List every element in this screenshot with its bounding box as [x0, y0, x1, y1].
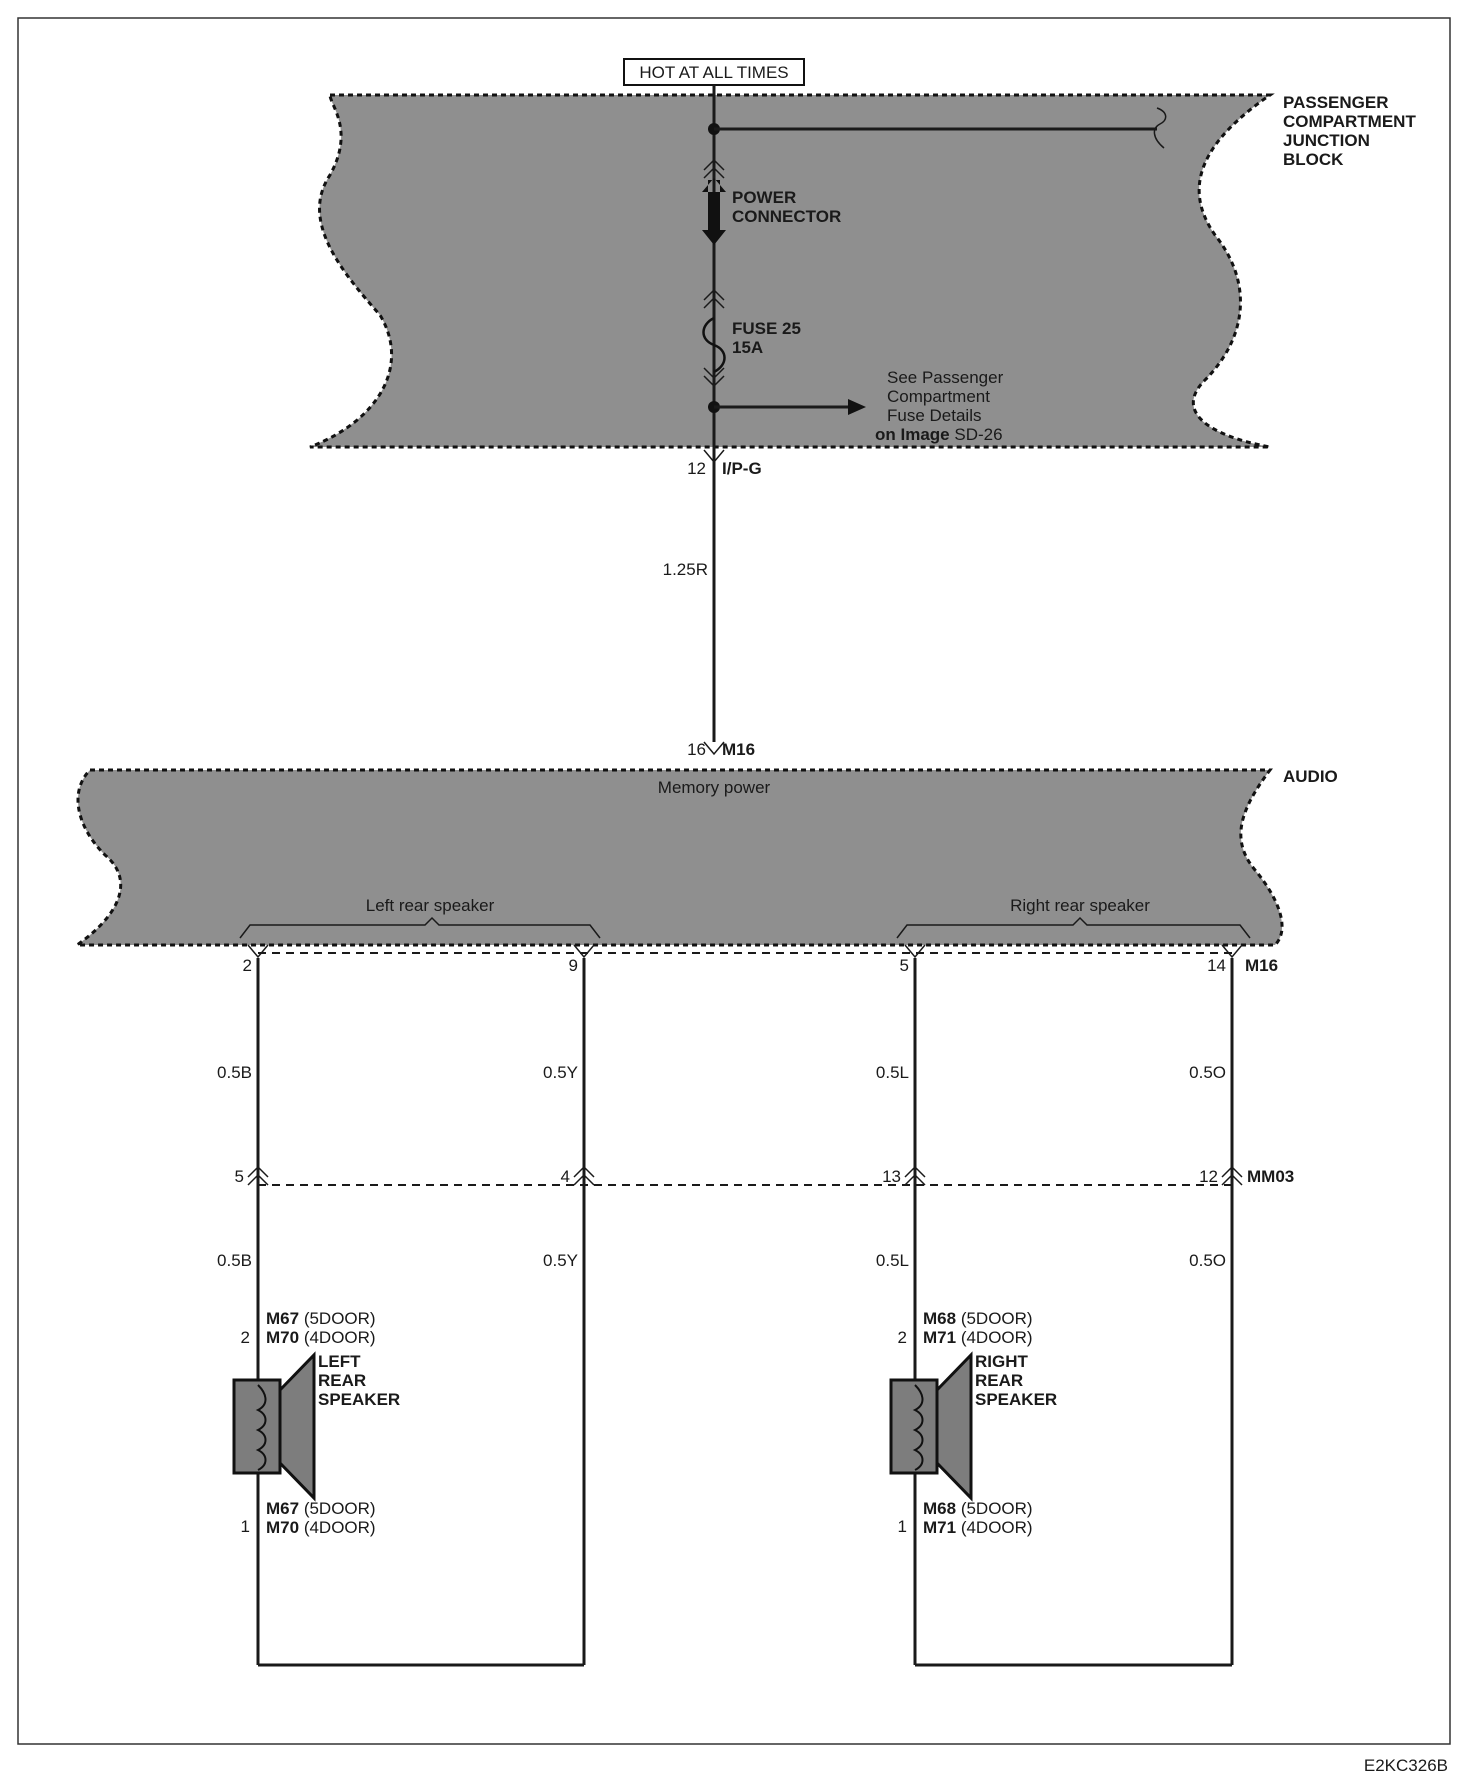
audio-connector: M16	[722, 740, 756, 759]
see-note-line-4: on Image SD-26	[875, 425, 1003, 444]
figure-id: E2KC326B	[1363, 1756, 1448, 1775]
see-note-line-2: Compartment	[887, 387, 990, 406]
right-speaker-name-1: RIGHT	[975, 1352, 1028, 1371]
wire-lower-1: 0.5Y	[543, 1251, 578, 1270]
left-speaker-bottom-pin: 1	[240, 1517, 250, 1536]
left-group-label: Left rear speaker	[365, 896, 495, 915]
mm03-pin-12: 12	[1199, 1167, 1218, 1186]
mm03-pin-5: 5	[234, 1167, 244, 1186]
right-speaker-bottom-conn2: M71 (4DOOR)	[923, 1518, 1033, 1537]
left-speaker-name-2: REAR	[318, 1371, 367, 1390]
wire-lower-3: 0.5O	[1189, 1251, 1226, 1270]
wire-upper-2: 0.5L	[875, 1063, 909, 1082]
m16-pin-9: 9	[568, 956, 578, 975]
ipg-connector-name: I/P-G	[722, 459, 762, 478]
power-connector-label-1: POWER	[732, 188, 797, 207]
right-speaker-bottom-conn1: M68 (5DOOR)	[923, 1499, 1033, 1518]
junction-block-name-1: PASSENGER	[1283, 93, 1389, 112]
left-speaker-top-pin: 2	[240, 1328, 250, 1347]
left-speaker-magnet	[234, 1380, 280, 1473]
m16-pin-5: 5	[899, 956, 909, 975]
hot-at-all-times-label: HOT AT ALL TIMES	[639, 63, 789, 82]
left-speaker-bottom-conn1: M67 (5DOOR)	[266, 1499, 376, 1518]
left-speaker-name-3: SPEAKER	[318, 1390, 401, 1409]
see-note-line-3: Fuse Details	[887, 406, 982, 425]
m16-pin-14: 14	[1207, 956, 1226, 975]
right-speaker-top-conn1: M68 (5DOOR)	[923, 1309, 1033, 1328]
right-speaker-name-2: REAR	[975, 1371, 1024, 1390]
memory-power-label: Memory power	[657, 778, 771, 797]
right-speaker-bottom-pin: 1	[897, 1517, 907, 1536]
ipg-pin: 12	[687, 459, 706, 478]
fuse-label-2: 15A	[732, 338, 764, 357]
right-speaker-magnet	[891, 1380, 937, 1473]
audio-pin: 16	[687, 740, 706, 759]
left-speaker-top-conn1: M67 (5DOOR)	[266, 1309, 376, 1328]
wire-lower-0: 0.5B	[217, 1251, 252, 1270]
m16-connector-label: M16	[1245, 956, 1279, 975]
mm03-pin-4: 4	[560, 1167, 570, 1186]
left-speaker-bottom-conn2: M70 (4DOOR)	[266, 1518, 376, 1537]
junction-block-name-4: BLOCK	[1283, 150, 1344, 169]
wire-upper-1: 0.5Y	[543, 1063, 578, 1082]
right-group-label: Right rear speaker	[1010, 896, 1150, 915]
m16-pin-2: 2	[242, 956, 252, 975]
wire-lower-2: 0.5L	[875, 1251, 909, 1270]
wire-upper-3: 0.5O	[1189, 1063, 1226, 1082]
power-connector-label-2: CONNECTOR	[732, 207, 842, 226]
left-speaker-name-1: LEFT	[318, 1352, 361, 1371]
left-speaker-top-conn2: M70 (4DOOR)	[266, 1328, 376, 1347]
junction-block-shape	[310, 95, 1270, 447]
see-note-line-1: See Passenger	[887, 368, 1004, 387]
right-speaker-top-pin: 2	[897, 1328, 907, 1347]
fuse-label-1: FUSE 25	[732, 319, 801, 338]
mm03-pin-13: 13	[882, 1167, 901, 1186]
right-speaker-name-3: SPEAKER	[975, 1390, 1058, 1409]
junction-block-name-2: COMPARTMENT	[1283, 112, 1416, 131]
mm03-connector-label: MM03	[1247, 1167, 1295, 1186]
wire-upper-0: 0.5B	[217, 1063, 252, 1082]
audio-name: AUDIO	[1283, 767, 1338, 786]
feed-wire-label: 1.25R	[662, 560, 708, 579]
junction-block-name-3: JUNCTION	[1283, 131, 1370, 150]
right-speaker-top-conn2: M71 (4DOOR)	[923, 1328, 1033, 1347]
